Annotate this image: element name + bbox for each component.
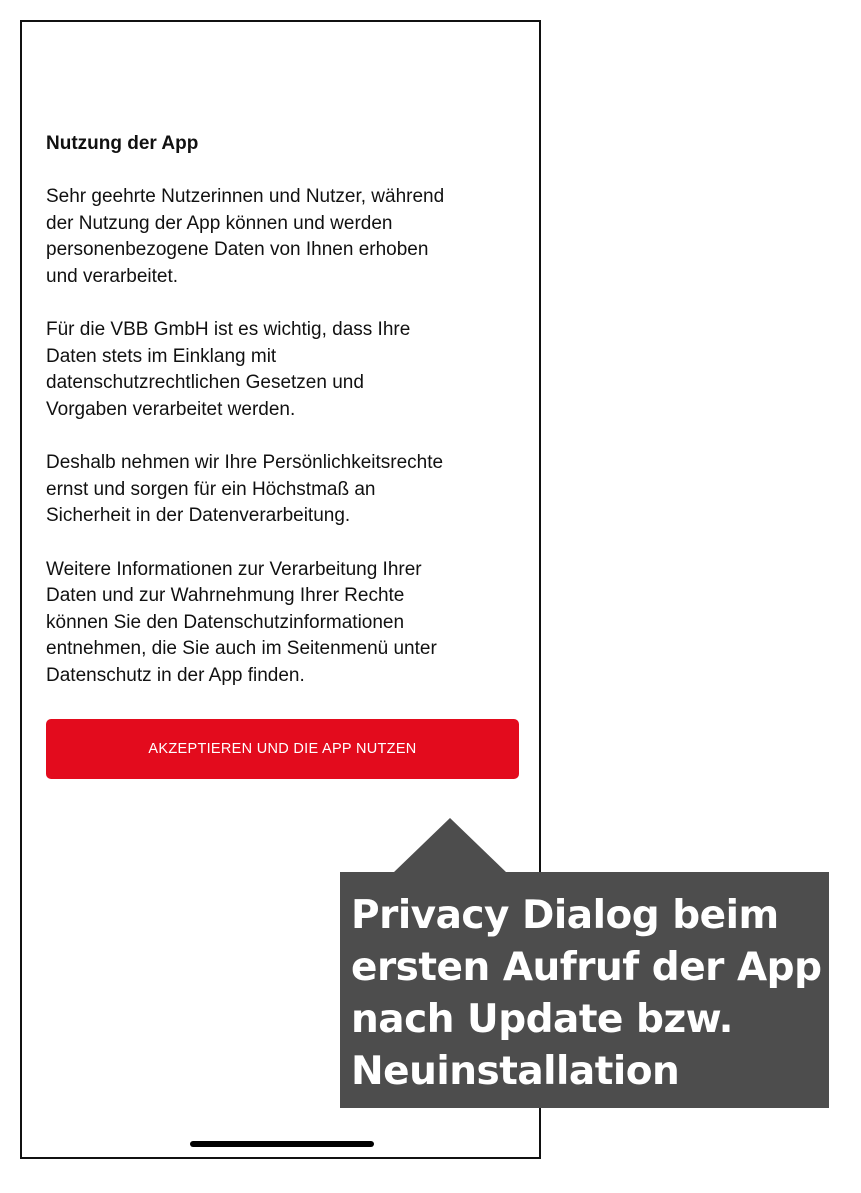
home-indicator[interactable] bbox=[190, 1141, 374, 1147]
paragraph-intro bbox=[46, 184, 526, 290]
text-line: der Nutzung der App können und werden bbox=[46, 212, 393, 234]
text-line: Für die VBB GmbH ist es wichtig, dass Ihre bbox=[46, 319, 411, 340]
text-line: Datenschutz in der App finden. bbox=[46, 664, 305, 686]
text-line: entnehmen, die Sie auch im Seitenmenü unter bbox=[46, 638, 437, 659]
text-line: datenschutzrechtlichen Gesetzen und bbox=[46, 372, 364, 393]
annotation-callout bbox=[340, 872, 829, 1108]
text-line: Deshalb nehmen wir Ihre Persönlichkeitsrechte bbox=[46, 452, 444, 473]
callout-text bbox=[351, 890, 829, 1098]
dialog-title: Nutzung der App bbox=[46, 133, 199, 154]
callout-line: nach Update bzw. bbox=[351, 997, 733, 1042]
text-line: Weitere Informationen zur Verarbeitung Ihrer bbox=[46, 558, 422, 580]
paragraph-more-info bbox=[46, 557, 526, 690]
callout-line: ersten Aufruf der App bbox=[351, 945, 822, 990]
text-line: personenbezogene Daten von Ihnen erhoben bbox=[46, 239, 429, 260]
text-line: Sehr geehrte Nutzerinnen und Nutzer, während bbox=[46, 186, 445, 207]
paragraph-vbb bbox=[46, 317, 526, 423]
text-line: und verarbeitet. bbox=[46, 265, 179, 287]
text-line: können Sie den Datenschutzinformationen bbox=[46, 611, 405, 633]
text-line: ernst und sorgen für ein Höchstmaß an bbox=[46, 478, 376, 500]
accept-and-use-app-button[interactable]: AKZEPTIEREN UND DIE APP NUTZEN bbox=[46, 719, 519, 779]
text-line: Daten und zur Wahrnehmung Ihrer Rechte bbox=[46, 585, 405, 606]
privacy-dialog-content bbox=[46, 132, 526, 716]
text-line: Vorgaben verarbeitet werden. bbox=[46, 398, 296, 420]
callout-line: Neuinstallation bbox=[351, 1049, 680, 1094]
paragraph-rights bbox=[46, 450, 526, 530]
callout-arrow bbox=[393, 818, 507, 873]
text-line: Sicherheit in der Datenverarbeitung. bbox=[46, 505, 351, 526]
text-line: Daten stets im Einklang mit bbox=[46, 345, 277, 367]
callout-line: Privacy Dialog beim bbox=[351, 893, 779, 938]
